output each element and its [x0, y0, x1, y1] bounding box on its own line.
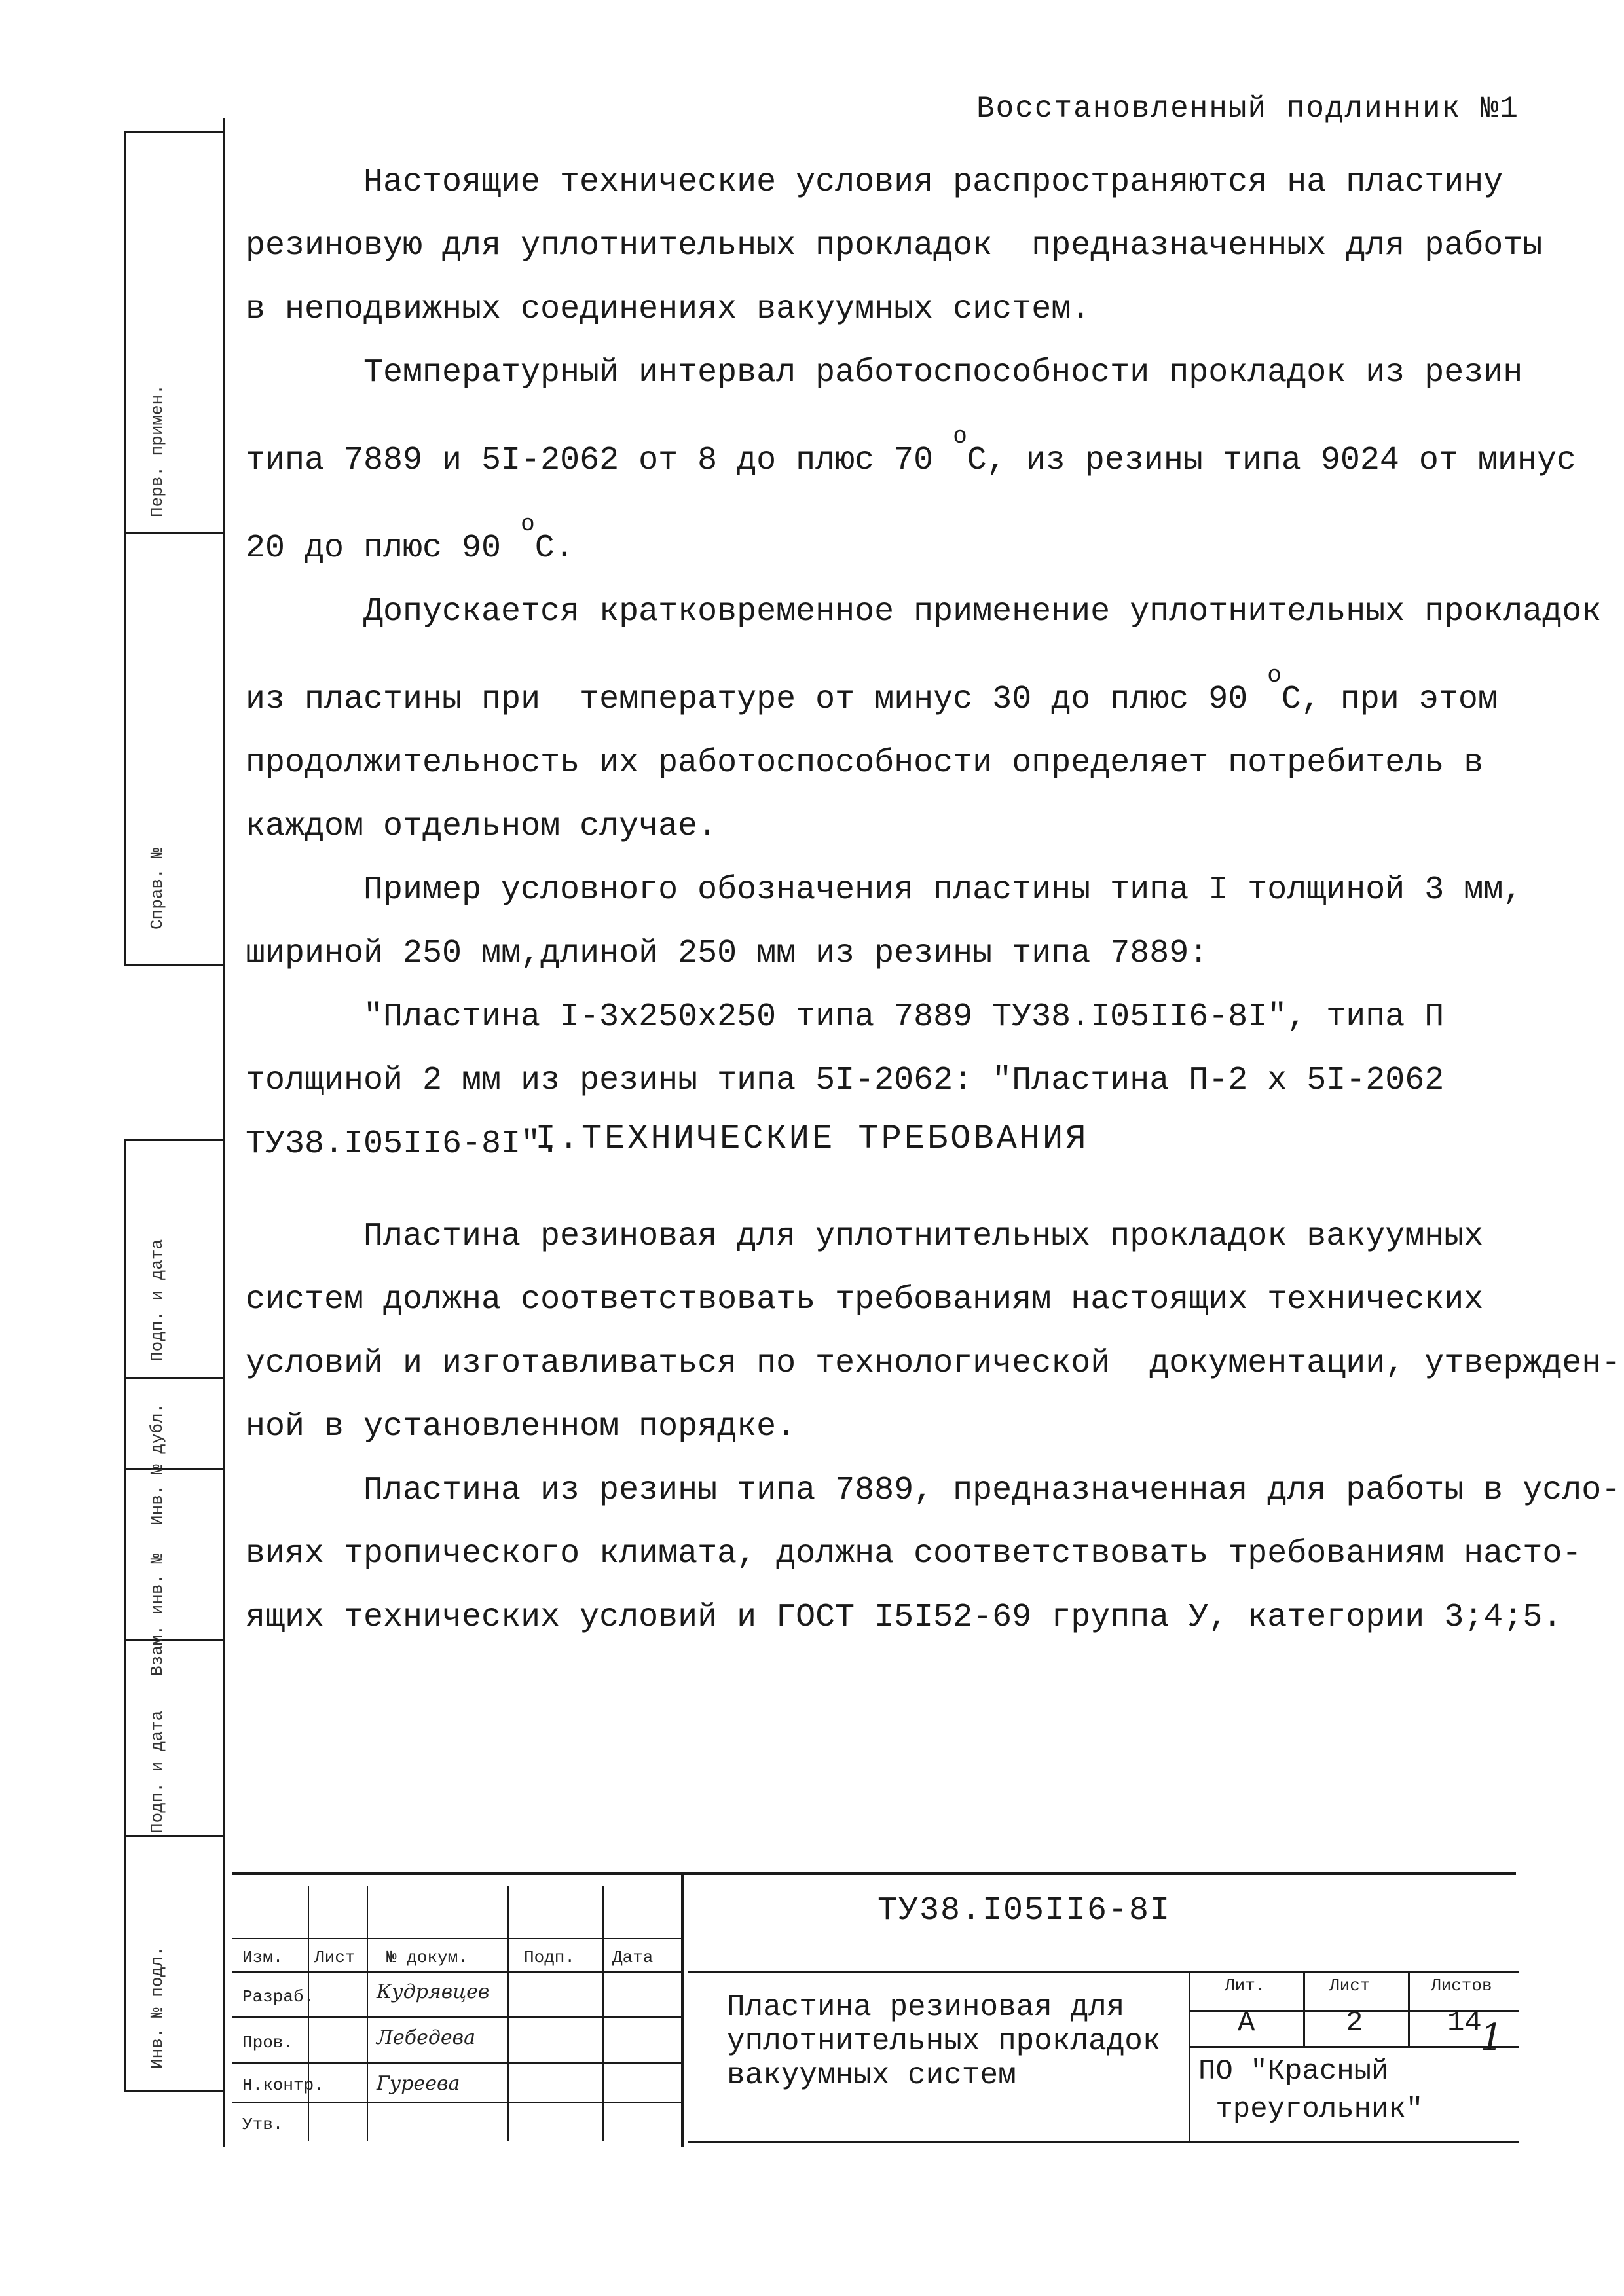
text-line: Пластина из резины типа 7889, предназначенная для работы в усло- — [363, 1472, 1621, 1509]
text-line: резиновую для уплотнительных прокладок предназначенных для работы — [246, 227, 1543, 264]
text-line: Пластина резиновая для уплотнительных прокладок вакуумных — [363, 1218, 1484, 1255]
col-label-lit: Лит. — [1225, 1976, 1266, 1995]
organization-name: ПО "Красный треугольник" — [1198, 2055, 1424, 2126]
requirements-text — [246, 1205, 1621, 1649]
col-label-signature: Подп. — [524, 1948, 576, 1967]
text-line: продолжительность их работоспособности определяет потребитель в — [246, 744, 1484, 782]
degree-mark: o — [521, 511, 535, 538]
text-line: Температурный интервал работоспособности прокладок из резин — [363, 354, 1523, 392]
sheets-total: 14 — [1447, 2007, 1482, 2039]
margin-label-first-use: Перв. примен. — [147, 384, 167, 517]
title-block-top-line — [232, 1872, 1516, 1875]
text-line: типа 7889 и 5I-2062 от 8 до плюс 70 $^o$C, из резины типа 9024 от минус — [246, 423, 1576, 479]
intro-paragraph-short-term — [246, 580, 1602, 858]
intro-paragraph-scope — [246, 151, 1543, 341]
col-label-sheets-total: Листов — [1431, 1976, 1492, 1995]
sheet-number: 2 — [1346, 2007, 1363, 2039]
intro-text — [246, 151, 1602, 1176]
restoration-note: Восстановленный подлинник №1 — [976, 92, 1519, 126]
requirements-paragraph-general — [246, 1205, 1621, 1459]
margin-label-sign-date-2: Подп. и дата — [147, 1710, 167, 1833]
role-approver: Утв. — [242, 2115, 284, 2134]
name-norm-control: Гуреева — [377, 2072, 460, 2095]
title-block-sheet-divider — [1408, 1971, 1410, 2046]
margin-label-replace-inv: Взам. инв. № — [147, 1553, 167, 1676]
text-line: ящих технических условий и ГОСТ I5I52-69 группа У, категории 3;4;5. — [246, 1599, 1562, 1636]
title-block-bottom-line — [688, 2141, 1519, 2143]
rev-grid-row — [232, 2062, 681, 2064]
text-line: ТУ38.I05II6-8I". — [246, 1125, 561, 1163]
col-label-change: Изм. — [242, 1948, 284, 1967]
role-checker: Пров. — [242, 2033, 294, 2052]
section-title: I.ТЕХНИЧЕСКИЕ ТРЕБОВАНИЯ — [535, 1120, 1089, 1158]
text-line: условий и изготавливаться по технологической документации, утвержден- — [246, 1345, 1621, 1382]
rev-grid-row — [232, 1938, 681, 1939]
margin-stamp-upper — [124, 131, 225, 966]
text-line: Допускается кратковременное применение уплотнительных прокладок — [363, 593, 1602, 630]
title-block-mid-line — [688, 1971, 1519, 1973]
lit-value: А — [1238, 2007, 1255, 2039]
name-developer: Кудрявцев — [377, 1980, 490, 2003]
intro-paragraph-example — [246, 858, 1522, 985]
requirements-paragraph-tropical — [246, 1459, 1621, 1649]
role-norm-control: Н.контр. — [242, 2075, 324, 2095]
margin-label-dup-inv: Инв. № дубл. — [147, 1402, 167, 1525]
text-line: Настоящие технические условия распространяются на пластину — [363, 164, 1504, 201]
degree-mark: o — [953, 423, 967, 450]
degree-mark: o — [1267, 662, 1282, 689]
text-line: Пример условного обозначения пластины типа I толщиной 3 мм, — [363, 871, 1523, 909]
margin-label-orig-inv: Инв. № подл. — [147, 1946, 167, 2069]
text-line: виях тропического климата, должна соответствовать требованиям насто- — [246, 1535, 1582, 1573]
col-label-sheet-no: Лист — [1329, 1976, 1371, 1995]
rev-grid-row — [232, 1971, 681, 1973]
name-checker: Лебедева — [377, 2026, 475, 2049]
col-label-sheet: Лист — [314, 1948, 356, 1967]
title-block-name-divider — [1189, 1971, 1190, 2141]
col-label-date: Дата — [612, 1948, 654, 1967]
text-line: ной в установленном порядке. — [246, 1408, 796, 1446]
text-line: систем должна соответствовать требованиям настоящих технических — [246, 1281, 1484, 1319]
text-line: толщиной 2 мм из резины типа 5I-2062: "Пластина П-2 х 5I-2062 — [246, 1062, 1445, 1099]
intro-paragraph-temperature — [246, 341, 1576, 580]
margin-label-sign-date-1: Подп. и дата — [147, 1239, 167, 1362]
rev-grid-row — [232, 2016, 681, 2018]
margin-label-ref-number: Справ. № — [147, 848, 167, 930]
text-line: каждом отдельном случае. — [246, 808, 718, 845]
margin-stamp-lower — [124, 1139, 225, 2092]
text-line: из пластины при температуре от минус 30 до плюс 90 $^o$C, при этом — [246, 662, 1498, 718]
col-label-doc-no: № докум. — [386, 1948, 468, 1967]
corner-handwritten-mark: 1 — [1480, 2016, 1504, 2059]
document-name: Пластина резиновая для уплотнительных прокладок вакуумных систем — [727, 1990, 1161, 2092]
document-code: ТУ38.I05II6-8I — [877, 1892, 1172, 1929]
text-line: шириной 250 мм,длиной 250 мм из резины типа 7889: — [246, 935, 1209, 972]
text-line: "Пластина I-3х250х250 типа 7889 ТУ38.I05II6-8I", типа П — [363, 998, 1445, 1036]
title-block-org-line — [1189, 2046, 1519, 2048]
title-block-lit-divider — [1303, 1971, 1305, 2046]
text-line: 20 до плюс 90 $^o$C. — [246, 511, 574, 567]
rev-grid-row — [232, 2102, 681, 2103]
role-developer: Разраб. — [242, 1987, 314, 2007]
text-line: в неподвижных соединениях вакуумных систем. — [246, 291, 1091, 328]
